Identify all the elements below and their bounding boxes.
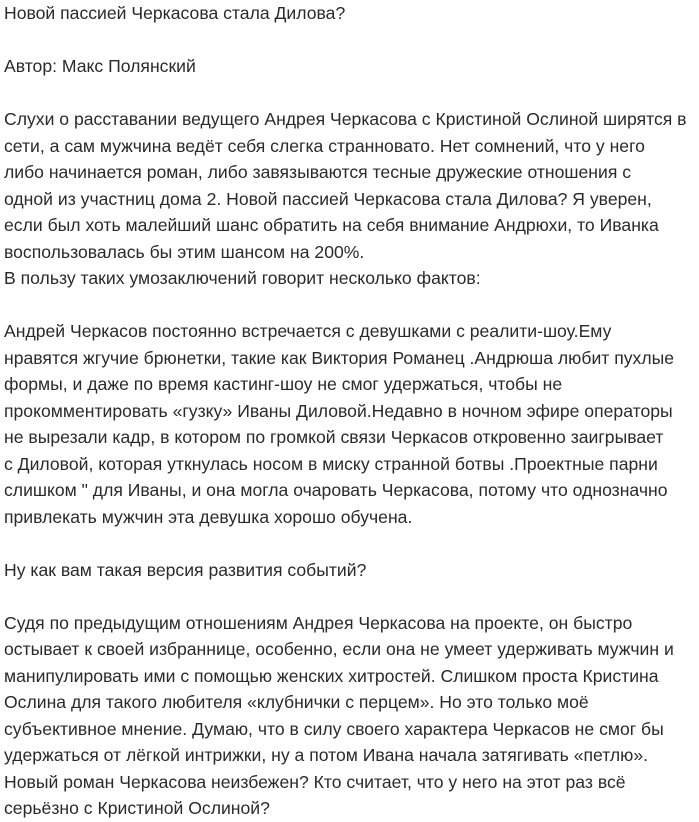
text-line: если был хоть малейший шанс обратить на себя внимание Андрюхи, то Иванка — [4, 215, 659, 235]
article — [4, 0, 696, 822]
text-line: формы, и даже по время кастинг-шоу не смог удержаться, чтобы не — [4, 374, 563, 394]
spacer — [4, 27, 696, 54]
text-line: серьёзно с Кристиной Ослиной? — [4, 798, 270, 818]
text-line: привлекать мужчин эта девушка хорошо обучена. — [4, 506, 413, 527]
text-line: Слухи о расставании ведущего Андрея Черкасова с Кристиной Ослиной ширятся в — [4, 109, 687, 129]
paragraph-3 — [4, 318, 696, 530]
question: Ну как вам такая версия развития событий? — [4, 559, 367, 580]
text-line: слишком " для Иваны, и она могла очаровать Черкасова, потому что однозначно — [4, 480, 668, 500]
text-line: сети, а сам мужчина ведёт себя слегка странновато. Нет сомнений, что у него — [4, 135, 645, 156]
text-line: либо начинается роман, либо завязываются тесные дружеские отношения с — [4, 162, 632, 182]
text-line: прокомментировать «гузку» Иваны Диловой.Недавно в ночном эфире операторы — [4, 400, 673, 421]
text-line: воспользовалась бы этим шансом на 200%. — [4, 241, 365, 262]
spacer — [4, 583, 696, 610]
spacer — [4, 530, 696, 557]
text-line: Андрей Черкасов постоянно встречается с девушками с реалити-шоу.Ему — [4, 321, 612, 341]
article-title: Новой пассией Черкасова стала Дилова? — [4, 3, 346, 23]
paragraph-2: В пользу таких умозаключений говорит несколько фактов: — [4, 268, 481, 288]
text-line: одной из участниц дома 2. Новой пассией Черкасова стала Дилова? Я уверен, — [4, 188, 652, 209]
text-line: Судя по предыдущим отношениям Андрея Черкасова на проекте, он быстро — [4, 612, 633, 633]
text-line: нравятся жгучие брюнетки, такие как Виктория Романец .Андрюша любит пухлые — [4, 347, 675, 368]
paragraph-4 — [4, 610, 696, 822]
text-line: Ослина для такого любителя «клубнички с перцем». Но это только моё — [4, 692, 589, 712]
article-author: Автор: Макс Полянский — [4, 56, 196, 76]
text-line: остывает к своей избраннице, особенно, если она не умеет удерживать мужчин и — [4, 639, 674, 659]
text-line: удержаться от лёгкой интрижки, ну а потом Ивана начала затягивать «петлю». — [4, 745, 649, 765]
text-line: субъективное мнение. Думаю, что в силу своего характера Черкасов не смог бы — [4, 718, 664, 739]
paragraph-1 — [4, 106, 696, 265]
spacer — [4, 80, 696, 107]
text-line: Новый роман Черкасова неизбежен? Кто считает, что у него на этот раз всё — [4, 771, 626, 792]
text-line: не вырезали кадр, в котором по громкой связи Черкасов откровенно заигрывает — [4, 427, 664, 447]
spacer — [4, 292, 696, 319]
text-line: манипулировать ими с помощью женских хитростей. Слишком проста Кристина — [4, 665, 659, 686]
text-line: с Диловой, которая уткнулась носом в миску странной ботвы .Проектные парни — [4, 453, 658, 474]
